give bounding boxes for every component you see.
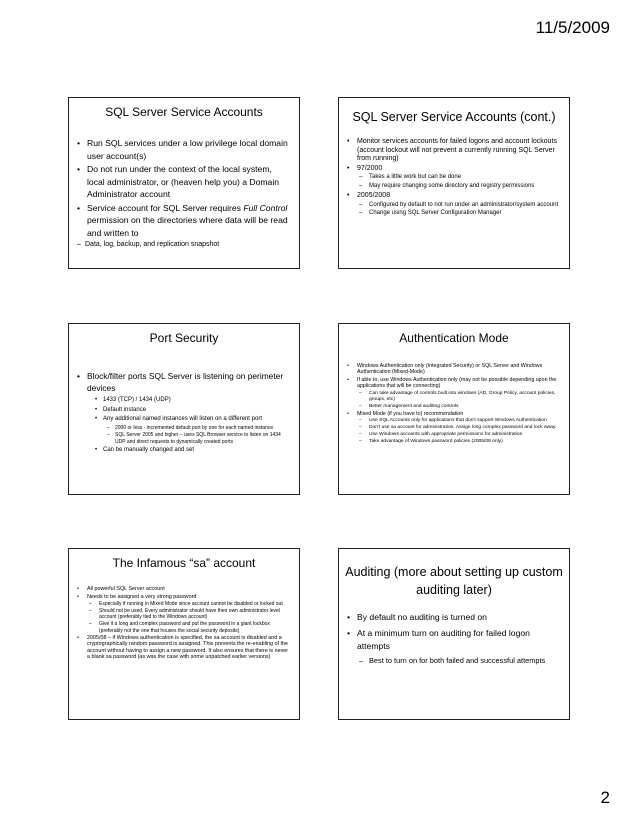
bullet-text: Default instance — [103, 406, 147, 413]
bullet-item — [77, 425, 291, 431]
bullet-list — [77, 137, 291, 250]
bullet-text: 2005/2008 — [357, 191, 391, 199]
bullet-text: May require changing some directory and registry permissions — [369, 183, 535, 190]
bullet-item — [347, 210, 561, 218]
slide-title: The Infamous “sa” account — [112, 556, 256, 570]
slide-title: SQL Server Service Accounts (cont.) — [352, 110, 556, 124]
bullet-item — [77, 594, 291, 601]
bullet-item — [347, 439, 561, 445]
page-number: 2 — [600, 788, 610, 807]
bullet-text: Configured by default to not run under an administrator/system account — [369, 201, 559, 208]
bullet-item — [77, 432, 291, 445]
bullet-list — [347, 138, 561, 218]
bullet-text: Full Control — [243, 202, 288, 213]
bullet-text: SQL Server 2005 and higher – uses SQL Browser service to listen on 1434 UDP and direct requests to dynamically created ports — [115, 432, 281, 445]
bullet-item — [347, 404, 561, 410]
bullet-item — [347, 656, 561, 667]
bullet-text: Do not run under the context of the local system, local administrator, or (heaven help you) a Domain Administrator account — [87, 164, 280, 199]
bullet-item — [347, 418, 561, 424]
bullet-text: Service account for SQL Server requires — [87, 202, 244, 213]
bullet-text: If able to, use Windows Authentication only (may not be possible depending upon the applications that will be connecting) — [357, 376, 557, 390]
bullet-text: Give it a long and complex password and put the password in a giant lockbox (preferably not the one that houses the social security deposits) — [99, 621, 270, 634]
slide-infamous-sa-account — [68, 548, 300, 720]
bullet-text: Don't use sa account for administration. Assign long complex password and lock away. — [369, 425, 557, 431]
bullet-item — [77, 202, 291, 240]
slide-sql-server-service-accounts — [68, 97, 300, 269]
bullet-item — [347, 627, 561, 653]
bullet-item — [77, 396, 291, 405]
bullet-list — [347, 363, 561, 445]
slide-port-security — [68, 323, 300, 495]
bullet-text: Can take advantage of controls built into windows (AD, Group Policy, account policies, groups, etc) — [369, 390, 556, 402]
bullet-text: 97/2000 — [357, 164, 383, 172]
slide-title: Port Security — [149, 331, 219, 345]
bullet-item — [77, 163, 291, 201]
bullet-text: Take advantage of Windows password policies (2005/08 only) — [369, 439, 503, 445]
bullet-item — [347, 165, 561, 174]
bullet-text: Should not be used. Every administrator should have their own administrator level account (preferably tied to the Windows account) — [99, 608, 280, 621]
bullet-text: At a minimum turn on auditing for failed logon attempts — [357, 628, 530, 651]
slide-auditing — [338, 548, 570, 720]
bullet-item — [347, 425, 561, 431]
bullet-text: 2005/08 – if Windows authentication is specified, the sa account is disabled and a cryptographically random password is assigned. This prevents the re-enabling of the account without having to assign a new password. It also ensures that there is never a blank sa password (as was the case with some unpatched earlier versions) — [87, 634, 289, 661]
bullet-item — [347, 174, 561, 182]
slide-sql-server-service-accounts-cont — [338, 97, 570, 269]
bullet-text: Use SQL Accounts only for applications that don't support Windows Authentication — [369, 418, 547, 424]
bullet-text: All powerful SQL Server account — [87, 586, 165, 592]
bullet-item — [347, 391, 561, 403]
bullet-item — [347, 192, 561, 201]
bullet-item — [77, 137, 291, 162]
bullet-text: Run SQL services under a low privilege local domain user account(s) — [87, 138, 288, 161]
bullet-text: Windows Authentication only (Integrated Security) or SQL Server and Windows Authentication (Mixed-Mode) — [357, 363, 543, 376]
bullet-item — [347, 183, 561, 191]
bullet-text: Best to turn on for both failed and successful attempts — [369, 656, 546, 665]
bullet-text: 2000 or less - incremented default port by one for each named instance — [115, 424, 274, 431]
bullet-text: Block/filter ports SQL Server is listening on perimeter devices — [87, 371, 284, 393]
bullet-item — [77, 608, 291, 620]
slide-title: Authentication Mode — [399, 331, 509, 345]
slide-authentication-mode — [338, 323, 570, 495]
bullet-item — [347, 377, 561, 390]
slide-title: Auditing (more about setting up custom auditing later) — [345, 565, 563, 597]
bullet-item — [77, 415, 291, 424]
page-date: 11/5/2009 — [535, 18, 610, 37]
bullet-item — [347, 363, 561, 376]
bullet-text: Use Windows accounts with appropriate permissions for administration — [369, 432, 523, 438]
bullet-text: Especially if running in Mixed Mode since account cannot be disabled or locked out — [99, 601, 283, 608]
bullet-list — [77, 586, 291, 661]
bullet-text: Better management and auditing controls — [369, 403, 459, 409]
bullet-text: Monitor services accounts for failed logons and account lockouts (account lockout will not prevent a currently running SQL Server from running) — [357, 138, 557, 163]
bullet-text: Needs to be assigned a very strong password — [87, 593, 197, 600]
bullet-item — [77, 446, 291, 455]
bullet-item — [347, 138, 561, 164]
bullet-item — [347, 432, 561, 438]
bullet-text: Mixed Mode (if you have to) recommendation — [357, 410, 464, 417]
bullet-item — [77, 371, 291, 394]
bullet-item — [347, 411, 561, 417]
slide-title: SQL Server Service Accounts — [105, 105, 263, 119]
bullet-item — [347, 611, 561, 624]
bullet-item — [77, 621, 291, 633]
bullet-item — [77, 586, 291, 593]
bullet-list — [347, 611, 561, 667]
bullet-text: Data, log, backup, and replication snapshot — [85, 241, 220, 248]
bullet-item — [77, 635, 291, 661]
bullet-text: By default no auditing is turned on — [357, 612, 487, 622]
bullet-item — [77, 240, 291, 250]
bullet-text: permission on the directories where data will be read and written to — [87, 215, 288, 238]
bullet-text: Change using SQL Server Configuration Manager — [369, 210, 502, 217]
bullet-item — [77, 601, 291, 607]
bullet-text: Takes a little work but can be done — [369, 174, 462, 181]
bullet-item — [347, 202, 561, 210]
bullet-list — [77, 371, 291, 455]
bullet-text: Any additional named instances will listen on a different port — [103, 416, 262, 423]
bullet-text: Can be manually changed and set — [103, 447, 195, 453]
bullet-item — [77, 406, 291, 415]
bullet-text: 1433 (TCP) / 1434 (UDP) — [103, 397, 171, 403]
